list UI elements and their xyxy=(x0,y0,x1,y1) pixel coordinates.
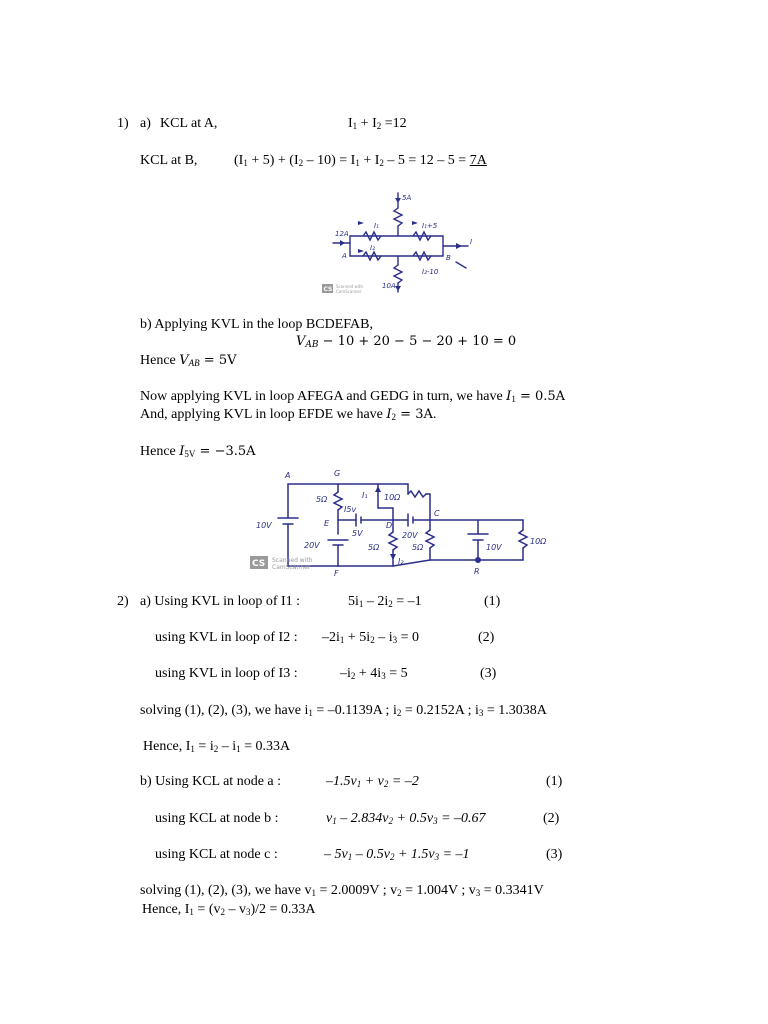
kvl-loop-i2-label: using KVL in loop of I2 : xyxy=(155,630,298,645)
fig2-label-r5-right: 5Ω xyxy=(412,543,424,552)
question-2-number: 2) xyxy=(117,594,129,609)
hence-vab: Hence $V_{AB} = 5V$ xyxy=(140,353,237,368)
kvl-eq-tag-1: (1) xyxy=(484,594,501,609)
kcl-node-c-equation: – $5v_1 - 0.5v_2 + 1.5v_3 = -1$ xyxy=(324,847,470,862)
fig1-label-i1-plus-5: I₁+5 xyxy=(422,222,438,230)
fig1-label-12a: 12A xyxy=(335,230,349,238)
now-applying-line: Now applying KVL in loop AFEGA and GEDG in turn, we have $I_1 = 0.5A$ xyxy=(140,389,566,404)
kcl-a-equation: $I_1 + I_2 =12$ xyxy=(348,116,407,131)
fig2-watermark-line2: CamScanner xyxy=(272,564,311,571)
fig2-label-r5-mid: 5Ω xyxy=(368,543,380,552)
kvl-loop-i1-label: a) Using KVL in loop of I1 : xyxy=(140,594,301,609)
fig1-label-node-a: A xyxy=(342,252,347,260)
fig2-label-10v-right: 10V xyxy=(486,543,502,552)
fig2-label-5v: 5V xyxy=(352,529,363,538)
fig1-watermark-badge: CS xyxy=(323,286,333,293)
kcl-eq-tag-1: (1) xyxy=(546,774,563,789)
fig2-label-r: R xyxy=(474,567,480,576)
kvl-equation: $V_{AB} - 10 + 20 - 5 - 20 + 10 = 0$ xyxy=(296,334,517,350)
fig2-label-10v: 10V xyxy=(256,521,272,530)
fig2-label-c: C xyxy=(434,509,440,518)
kcl-node-c-label: using KCL at node c : xyxy=(155,847,278,862)
kcl-node-a-label: b) Using KCL at node a : xyxy=(140,774,282,789)
answer-7a: 7A xyxy=(469,153,487,168)
fig2-label-i2: I₂ xyxy=(398,557,404,566)
part-b-text: b) Applying KVL in the loop BCDEFAB, xyxy=(140,317,373,332)
fig1-label-i1: I₁ xyxy=(374,222,379,230)
kvl-eq-tag-3: (3) xyxy=(480,666,497,681)
circuit-sketch-2 xyxy=(248,468,570,578)
fig1-watermark-line1: Scanned with xyxy=(336,284,364,289)
hence-i1-voltages: Hence, $I_1 = (v_2 - v_3)/2 = 0.33A$ xyxy=(142,902,316,917)
solve-voltages-line: solving (1), (2), (3), we have $v_1 = 2.0009V$ ; $v_2 = 1.004V$ ; $v_3 = 0.3341V$ xyxy=(140,883,544,898)
kvl-loop-i3-label: using KVL in loop of I3 : xyxy=(155,666,298,681)
fig1-watermark xyxy=(322,284,363,294)
fig2-label-20v-left: 20V xyxy=(304,541,320,550)
fig2-label-f: F xyxy=(334,569,339,578)
fig2-watermark-line1: Scanned with xyxy=(272,557,313,564)
kcl-b-equation: $(I_1 + 5) + (I_2 - 10) = I_1 + I_2 - 5 = 12 - 5 = 7A$ xyxy=(234,153,487,168)
fig2-label-a: A xyxy=(285,471,291,480)
kcl-eq-tag-2: (2) xyxy=(543,811,560,826)
fig1-label-5a: 5A xyxy=(402,194,412,202)
question-1-number: 1) xyxy=(117,116,129,131)
fig2-label-i1: I₁ xyxy=(362,491,368,500)
fig2-label-d: D xyxy=(386,521,393,530)
fig1-watermark-line2: CamScanner xyxy=(336,289,362,294)
kcl-node-b-label: using KCL at node b : xyxy=(155,811,279,826)
fig2-label-e: E xyxy=(324,519,330,528)
kcl-at-a-label: KCL at A, xyxy=(160,116,218,131)
kvl-loop-i3-equation: $-i_2 + 4i_3 = 5$ xyxy=(340,666,408,681)
fig2-label-r10-top: 10Ω xyxy=(384,493,401,502)
fig2-label-r10-right: 10Ω xyxy=(530,537,547,546)
fig1-label-i2-minus-10: I₂-10 xyxy=(422,268,439,276)
part-a-label: a) xyxy=(140,116,151,131)
fig2-label-i5v: I5v xyxy=(344,505,357,514)
fig1-label-i-out: I xyxy=(470,238,473,246)
hence-i1-currents: Hence, $I_1 = i_2 - i_1 = 0.33A$ xyxy=(143,739,291,754)
circuit-sketch-1 xyxy=(318,188,493,298)
fig1-label-node-b: B xyxy=(446,254,451,262)
fig2-label-g: G xyxy=(334,469,341,478)
kcl-eq-tag-3: (3) xyxy=(546,847,563,862)
fig2-label-r5-top: 5Ω xyxy=(316,495,328,504)
fig1-label-i2: I₂ xyxy=(370,244,375,252)
fig1-label-10a: 10A xyxy=(382,282,396,290)
fig2-watermark xyxy=(250,556,313,571)
kvl-loop-i2-equation: $-2i_1 + 5i_2 - i_3 = 0$ xyxy=(322,630,419,645)
kcl-node-a-equation: $-1.5v_1 + v_2 = -2$ xyxy=(326,774,419,789)
kcl-at-b-label: KCL at B, xyxy=(140,153,198,168)
kcl-node-b-equation: $v_1 - 2.834v_2 + 0.5v_3 = -0.67$ xyxy=(326,811,486,826)
hence-i5v: Hence $I_{5V} = -3.5A$ xyxy=(140,444,256,459)
kvl-loop-i1-equation: $5i_1 - 2i_2 = -1$ xyxy=(348,594,422,609)
solve-currents-line: solving (1), (2), (3), we have $i_1 = -0.1139A$ ; $i_2 = 0.2152A$ ; $i_3 = 1.3038A$ xyxy=(140,703,547,718)
fig2-label-20v: 20V xyxy=(402,531,418,540)
kvl-eq-tag-2: (2) xyxy=(478,630,495,645)
fig2-watermark-badge: CS xyxy=(252,559,266,569)
and-applying-line: And, applying KVL in loop EFDE we have $I_2 = 3A$. xyxy=(140,407,437,422)
